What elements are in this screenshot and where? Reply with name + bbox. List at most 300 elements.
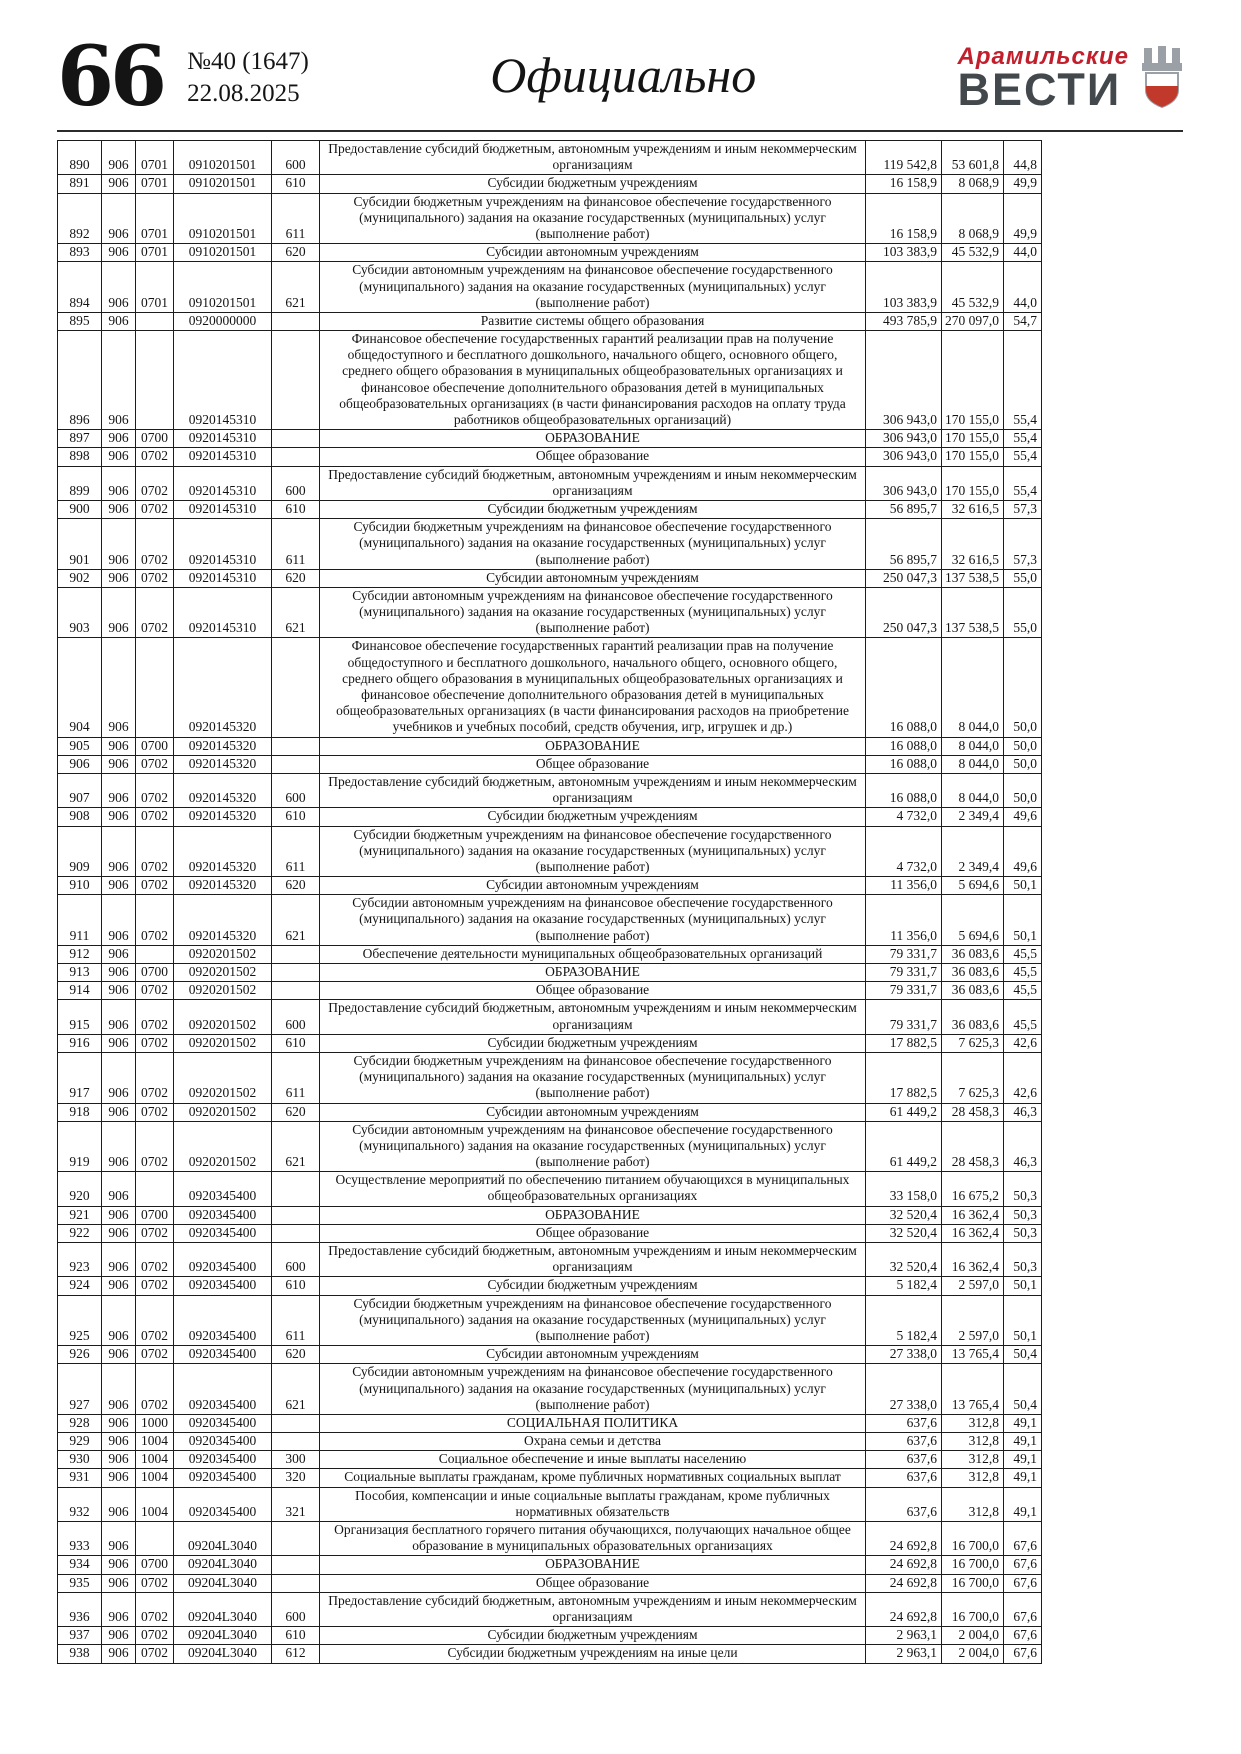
cell-name: Предоставление субсидий бюджетным, автономным учреждениям и иным некоммерческим организациям bbox=[320, 1592, 866, 1626]
cell-row-number: 908 bbox=[58, 808, 102, 826]
cell-executed-amount: 8 044,0 bbox=[942, 755, 1004, 773]
cell-percent: 45,5 bbox=[1004, 964, 1042, 982]
budget-row bbox=[58, 1469, 1042, 1487]
cell-percent: 67,6 bbox=[1004, 1592, 1042, 1626]
cell-executed-amount: 312,8 bbox=[942, 1487, 1004, 1521]
cell-grbs-code: 906 bbox=[102, 877, 136, 895]
cell-target-article-code: 09204L3040 bbox=[174, 1522, 272, 1556]
cell-executed-amount: 7 625,3 bbox=[942, 1034, 1004, 1052]
masthead-title-top: Арамильские bbox=[957, 42, 1129, 70]
cell-approved-amount: 33 158,0 bbox=[866, 1172, 942, 1206]
cell-section-code: 0702 bbox=[136, 448, 174, 466]
cell-grbs-code: 906 bbox=[102, 141, 136, 175]
cell-section-code: 0702 bbox=[136, 587, 174, 638]
cell-target-article-code: 0920345400 bbox=[174, 1206, 272, 1224]
budget-row bbox=[58, 1346, 1042, 1364]
cell-section-code: 0702 bbox=[136, 1295, 174, 1346]
cell-name: СОЦИАЛЬНАЯ ПОЛИТИКА bbox=[320, 1414, 866, 1432]
cell-percent: 50,1 bbox=[1004, 1277, 1042, 1295]
cell-target-article-code: 0920345400 bbox=[174, 1243, 272, 1277]
cell-executed-amount: 170 155,0 bbox=[942, 466, 1004, 500]
cell-grbs-code: 906 bbox=[102, 1052, 136, 1103]
cell-target-article-code: 09204L3040 bbox=[174, 1627, 272, 1645]
cell-name: Субсидии бюджетным учреждениям bbox=[320, 1034, 866, 1052]
cell-name: Обеспечение деятельности муниципальных общеобразовательных организаций bbox=[320, 945, 866, 963]
cell-percent: 45,5 bbox=[1004, 982, 1042, 1000]
cell-target-article-code: 0920201502 bbox=[174, 982, 272, 1000]
cell-expense-type-code: 600 bbox=[272, 773, 320, 807]
cell-name: ОБРАЗОВАНИЕ bbox=[320, 1206, 866, 1224]
cell-approved-amount: 306 943,0 bbox=[866, 466, 942, 500]
budget-row bbox=[58, 1592, 1042, 1626]
cell-section-code: 0702 bbox=[136, 1346, 174, 1364]
cell-percent: 50,4 bbox=[1004, 1364, 1042, 1415]
budget-table bbox=[57, 140, 1042, 1664]
cell-approved-amount: 24 692,8 bbox=[866, 1556, 942, 1574]
cell-grbs-code: 906 bbox=[102, 1206, 136, 1224]
cell-section-code: 0702 bbox=[136, 877, 174, 895]
budget-row bbox=[58, 1451, 1042, 1469]
page-header bbox=[0, 30, 1241, 126]
cell-expense-type-code: 621 bbox=[272, 262, 320, 313]
cell-target-article-code: 0920145310 bbox=[174, 569, 272, 587]
cell-percent: 57,3 bbox=[1004, 519, 1042, 570]
cell-expense-type-code bbox=[272, 1206, 320, 1224]
cell-executed-amount: 45 532,9 bbox=[942, 244, 1004, 262]
cell-expense-type-code: 620 bbox=[272, 877, 320, 895]
cell-executed-amount: 36 083,6 bbox=[942, 964, 1004, 982]
budget-row bbox=[58, 175, 1042, 193]
cell-section-code: 1004 bbox=[136, 1451, 174, 1469]
budget-row bbox=[58, 500, 1042, 518]
cell-grbs-code: 906 bbox=[102, 1556, 136, 1574]
cell-executed-amount: 2 597,0 bbox=[942, 1277, 1004, 1295]
cell-expense-type-code: 620 bbox=[272, 1103, 320, 1121]
budget-row bbox=[58, 244, 1042, 262]
cell-percent: 50,0 bbox=[1004, 638, 1042, 737]
cell-percent: 50,4 bbox=[1004, 1346, 1042, 1364]
cell-executed-amount: 53 601,8 bbox=[942, 141, 1004, 175]
cell-percent: 49,9 bbox=[1004, 175, 1042, 193]
cell-grbs-code: 906 bbox=[102, 1574, 136, 1592]
cell-grbs-code: 906 bbox=[102, 466, 136, 500]
cell-grbs-code: 906 bbox=[102, 569, 136, 587]
cell-executed-amount: 16 700,0 bbox=[942, 1574, 1004, 1592]
budget-row bbox=[58, 808, 1042, 826]
cell-expense-type-code: 610 bbox=[272, 1627, 320, 1645]
cell-executed-amount: 16 362,4 bbox=[942, 1206, 1004, 1224]
cell-executed-amount: 170 155,0 bbox=[942, 331, 1004, 430]
budget-row bbox=[58, 331, 1042, 430]
cell-section-code: 0702 bbox=[136, 1034, 174, 1052]
cell-approved-amount: 637,6 bbox=[866, 1433, 942, 1451]
cell-executed-amount: 16 700,0 bbox=[942, 1556, 1004, 1574]
cell-approved-amount: 16 158,9 bbox=[866, 193, 942, 244]
cell-approved-amount: 119 542,8 bbox=[866, 141, 942, 175]
budget-row bbox=[58, 1000, 1042, 1034]
cell-expense-type-code bbox=[272, 331, 320, 430]
cell-expense-type-code bbox=[272, 945, 320, 963]
cell-name: Общее образование bbox=[320, 755, 866, 773]
cell-row-number: 922 bbox=[58, 1224, 102, 1242]
cell-section-code: 1004 bbox=[136, 1433, 174, 1451]
cell-approved-amount: 16 088,0 bbox=[866, 755, 942, 773]
cell-executed-amount: 13 765,4 bbox=[942, 1364, 1004, 1415]
cell-name: Осуществление мероприятий по обеспечению питанием обучающихся в муниципальных общеобразовательных организациях bbox=[320, 1172, 866, 1206]
cell-section-code: 0702 bbox=[136, 1592, 174, 1626]
cell-section-code bbox=[136, 1172, 174, 1206]
cell-percent: 49,1 bbox=[1004, 1469, 1042, 1487]
emblem-icon bbox=[1139, 46, 1185, 110]
cell-executed-amount: 36 083,6 bbox=[942, 982, 1004, 1000]
cell-row-number: 919 bbox=[58, 1121, 102, 1172]
cell-grbs-code: 906 bbox=[102, 755, 136, 773]
cell-percent: 50,1 bbox=[1004, 1295, 1042, 1346]
cell-target-article-code: 0920145320 bbox=[174, 737, 272, 755]
cell-percent: 45,5 bbox=[1004, 945, 1042, 963]
budget-row bbox=[58, 737, 1042, 755]
cell-name: Предоставление субсидий бюджетным, автономным учреждениям и иным некоммерческим организациям bbox=[320, 773, 866, 807]
cell-row-number: 916 bbox=[58, 1034, 102, 1052]
budget-row bbox=[58, 895, 1042, 946]
cell-grbs-code: 906 bbox=[102, 808, 136, 826]
cell-target-article-code: 0920345400 bbox=[174, 1277, 272, 1295]
cell-target-article-code: 0920201502 bbox=[174, 964, 272, 982]
cell-percent: 55,4 bbox=[1004, 430, 1042, 448]
cell-grbs-code: 906 bbox=[102, 1364, 136, 1415]
budget-row bbox=[58, 877, 1042, 895]
cell-grbs-code: 906 bbox=[102, 1469, 136, 1487]
cell-target-article-code: 0920201502 bbox=[174, 945, 272, 963]
cell-approved-amount: 637,6 bbox=[866, 1451, 942, 1469]
cell-name: Субсидии автономным учреждениям на финансовое обеспечение государственного (муниципального) задания на оказание государственных (муниципальных) услуг (выполнение работ) bbox=[320, 587, 866, 638]
cell-percent: 55,4 bbox=[1004, 331, 1042, 430]
cell-percent: 50,3 bbox=[1004, 1243, 1042, 1277]
masthead-text bbox=[957, 42, 1129, 115]
cell-approved-amount: 4 732,0 bbox=[866, 826, 942, 877]
cell-percent: 45,5 bbox=[1004, 1000, 1042, 1034]
cell-expense-type-code bbox=[272, 1574, 320, 1592]
cell-section-code: 0702 bbox=[136, 755, 174, 773]
cell-name: Субсидии автономным учреждениям bbox=[320, 1346, 866, 1364]
cell-approved-amount: 306 943,0 bbox=[866, 448, 942, 466]
cell-name: ОБРАЗОВАНИЕ bbox=[320, 737, 866, 755]
cell-grbs-code: 906 bbox=[102, 737, 136, 755]
cell-expense-type-code: 620 bbox=[272, 569, 320, 587]
budget-row bbox=[58, 1103, 1042, 1121]
cell-executed-amount: 32 616,5 bbox=[942, 519, 1004, 570]
cell-executed-amount: 2 349,4 bbox=[942, 826, 1004, 877]
cell-section-code: 0702 bbox=[136, 1103, 174, 1121]
cell-name: Субсидии бюджетным учреждениям bbox=[320, 500, 866, 518]
masthead bbox=[957, 42, 1185, 115]
cell-name: Субсидии бюджетным учреждениям bbox=[320, 175, 866, 193]
cell-target-article-code: 0920145320 bbox=[174, 773, 272, 807]
cell-approved-amount: 2 963,1 bbox=[866, 1627, 942, 1645]
cell-name: Субсидии бюджетным учреждениям на финансовое обеспечение государственного (муниципального) задания на оказание государственных (муниципальных) услуг (выполнение работ) bbox=[320, 193, 866, 244]
cell-executed-amount: 2 597,0 bbox=[942, 1295, 1004, 1346]
header-divider bbox=[57, 130, 1183, 132]
cell-grbs-code: 906 bbox=[102, 331, 136, 430]
cell-approved-amount: 79 331,7 bbox=[866, 982, 942, 1000]
cell-approved-amount: 61 449,2 bbox=[866, 1103, 942, 1121]
cell-row-number: 915 bbox=[58, 1000, 102, 1034]
cell-row-number: 897 bbox=[58, 430, 102, 448]
cell-approved-amount: 637,6 bbox=[866, 1487, 942, 1521]
cell-expense-type-code: 611 bbox=[272, 826, 320, 877]
cell-target-article-code: 0920201502 bbox=[174, 1103, 272, 1121]
budget-row bbox=[58, 448, 1042, 466]
cell-section-code: 0702 bbox=[136, 1645, 174, 1663]
cell-name: Предоставление субсидий бюджетным, автономным учреждениям и иным некоммерческим организациям bbox=[320, 141, 866, 175]
cell-target-article-code: 0920145320 bbox=[174, 808, 272, 826]
cell-row-number: 917 bbox=[58, 1052, 102, 1103]
cell-row-number: 927 bbox=[58, 1364, 102, 1415]
budget-row bbox=[58, 193, 1042, 244]
cell-name: ОБРАЗОВАНИЕ bbox=[320, 964, 866, 982]
cell-percent: 55,0 bbox=[1004, 569, 1042, 587]
cell-grbs-code: 906 bbox=[102, 262, 136, 313]
cell-grbs-code: 906 bbox=[102, 1172, 136, 1206]
budget-row bbox=[58, 1522, 1042, 1556]
cell-approved-amount: 16 158,9 bbox=[866, 175, 942, 193]
cell-expense-type-code bbox=[272, 1224, 320, 1242]
cell-percent: 67,6 bbox=[1004, 1556, 1042, 1574]
cell-executed-amount: 5 694,6 bbox=[942, 877, 1004, 895]
cell-row-number: 934 bbox=[58, 1556, 102, 1574]
cell-executed-amount: 8 044,0 bbox=[942, 737, 1004, 755]
cell-target-article-code: 0920345400 bbox=[174, 1346, 272, 1364]
cell-grbs-code: 906 bbox=[102, 1645, 136, 1663]
cell-percent: 55,4 bbox=[1004, 466, 1042, 500]
budget-row bbox=[58, 826, 1042, 877]
cell-percent: 44,0 bbox=[1004, 244, 1042, 262]
cell-section-code bbox=[136, 638, 174, 737]
cell-name: Субсидии бюджетным учреждениям bbox=[320, 1627, 866, 1645]
cell-approved-amount: 306 943,0 bbox=[866, 430, 942, 448]
cell-section-code bbox=[136, 331, 174, 430]
cell-grbs-code: 906 bbox=[102, 964, 136, 982]
cell-row-number: 913 bbox=[58, 964, 102, 982]
cell-approved-amount: 24 692,8 bbox=[866, 1574, 942, 1592]
cell-expense-type-code: 600 bbox=[272, 1000, 320, 1034]
cell-executed-amount: 2 004,0 bbox=[942, 1627, 1004, 1645]
cell-row-number: 898 bbox=[58, 448, 102, 466]
budget-row bbox=[58, 1295, 1042, 1346]
cell-approved-amount: 16 088,0 bbox=[866, 773, 942, 807]
cell-approved-amount: 11 356,0 bbox=[866, 895, 942, 946]
cell-percent: 46,3 bbox=[1004, 1121, 1042, 1172]
cell-expense-type-code bbox=[272, 964, 320, 982]
budget-row bbox=[58, 1277, 1042, 1295]
cell-name: Субсидии автономным учреждениям на финансовое обеспечение государственного (муниципального) задания на оказание государственных (муниципальных) услуг (выполнение работ) bbox=[320, 262, 866, 313]
budget-row bbox=[58, 755, 1042, 773]
cell-target-article-code: 09204L3040 bbox=[174, 1592, 272, 1626]
cell-name: Субсидии автономным учреждениям bbox=[320, 244, 866, 262]
cell-target-article-code: 0920201502 bbox=[174, 1000, 272, 1034]
cell-section-code: 1004 bbox=[136, 1469, 174, 1487]
cell-row-number: 933 bbox=[58, 1522, 102, 1556]
cell-approved-amount: 27 338,0 bbox=[866, 1346, 942, 1364]
budget-row bbox=[58, 1645, 1042, 1663]
cell-target-article-code: 0920145320 bbox=[174, 877, 272, 895]
cell-percent: 54,7 bbox=[1004, 312, 1042, 330]
cell-percent: 55,0 bbox=[1004, 587, 1042, 638]
cell-grbs-code: 906 bbox=[102, 1346, 136, 1364]
cell-row-number: 928 bbox=[58, 1414, 102, 1432]
cell-expense-type-code bbox=[272, 737, 320, 755]
cell-percent: 44,8 bbox=[1004, 141, 1042, 175]
cell-expense-type-code: 600 bbox=[272, 1243, 320, 1277]
cell-name: Общее образование bbox=[320, 982, 866, 1000]
cell-executed-amount: 8 068,9 bbox=[942, 193, 1004, 244]
cell-grbs-code: 906 bbox=[102, 1414, 136, 1432]
cell-expense-type-code: 611 bbox=[272, 1052, 320, 1103]
cell-executed-amount: 8 044,0 bbox=[942, 638, 1004, 737]
cell-section-code: 0702 bbox=[136, 1000, 174, 1034]
cell-name: Предоставление субсидий бюджетным, автономным учреждениям и иным некоммерческим организациям bbox=[320, 1243, 866, 1277]
cell-percent: 67,6 bbox=[1004, 1522, 1042, 1556]
cell-section-code: 0700 bbox=[136, 964, 174, 982]
cell-name: Субсидии автономным учреждениям на финансовое обеспечение государственного (муниципального) задания на оказание государственных (муниципальных) услуг (выполнение работ) bbox=[320, 895, 866, 946]
budget-row bbox=[58, 1172, 1042, 1206]
cell-approved-amount: 56 895,7 bbox=[866, 500, 942, 518]
budget-row bbox=[58, 262, 1042, 313]
issue-number: №40 (1647) bbox=[187, 48, 309, 75]
budget-row bbox=[58, 1052, 1042, 1103]
cell-row-number: 904 bbox=[58, 638, 102, 737]
cell-section-code: 0700 bbox=[136, 737, 174, 755]
cell-grbs-code: 906 bbox=[102, 1277, 136, 1295]
cell-executed-amount: 312,8 bbox=[942, 1414, 1004, 1432]
budget-row bbox=[58, 1433, 1042, 1451]
page-number: 66 bbox=[57, 29, 164, 126]
cell-expense-type-code: 620 bbox=[272, 1346, 320, 1364]
cell-row-number: 914 bbox=[58, 982, 102, 1000]
cell-row-number: 921 bbox=[58, 1206, 102, 1224]
cell-row-number: 890 bbox=[58, 141, 102, 175]
cell-expense-type-code: 600 bbox=[272, 466, 320, 500]
cell-name: Субсидии бюджетным учреждениям bbox=[320, 808, 866, 826]
cell-name: Общее образование bbox=[320, 1224, 866, 1242]
cell-grbs-code: 906 bbox=[102, 448, 136, 466]
cell-executed-amount: 28 458,3 bbox=[942, 1103, 1004, 1121]
cell-approved-amount: 250 047,3 bbox=[866, 569, 942, 587]
cell-executed-amount: 312,8 bbox=[942, 1433, 1004, 1451]
cell-approved-amount: 32 520,4 bbox=[866, 1206, 942, 1224]
cell-grbs-code: 906 bbox=[102, 1000, 136, 1034]
cell-row-number: 901 bbox=[58, 519, 102, 570]
budget-row bbox=[58, 1414, 1042, 1432]
budget-row bbox=[58, 430, 1042, 448]
cell-target-article-code: 0920345400 bbox=[174, 1224, 272, 1242]
cell-target-article-code: 09204L3040 bbox=[174, 1645, 272, 1663]
cell-grbs-code: 906 bbox=[102, 175, 136, 193]
cell-name: Пособия, компенсации и иные социальные выплаты гражданам, кроме публичных нормативных обязательств bbox=[320, 1487, 866, 1521]
cell-approved-amount: 11 356,0 bbox=[866, 877, 942, 895]
cell-grbs-code: 906 bbox=[102, 1243, 136, 1277]
cell-executed-amount: 170 155,0 bbox=[942, 430, 1004, 448]
cell-executed-amount: 5 694,6 bbox=[942, 895, 1004, 946]
cell-approved-amount: 24 692,8 bbox=[866, 1592, 942, 1626]
cell-target-article-code: 0910201501 bbox=[174, 175, 272, 193]
cell-approved-amount: 5 182,4 bbox=[866, 1277, 942, 1295]
cell-section-code: 1000 bbox=[136, 1414, 174, 1432]
cell-executed-amount: 8 044,0 bbox=[942, 773, 1004, 807]
cell-target-article-code: 0920145310 bbox=[174, 466, 272, 500]
cell-executed-amount: 312,8 bbox=[942, 1451, 1004, 1469]
cell-name: Социальное обеспечение и иные выплаты населению bbox=[320, 1451, 866, 1469]
cell-executed-amount: 16 675,2 bbox=[942, 1172, 1004, 1206]
cell-expense-type-code: 610 bbox=[272, 500, 320, 518]
cell-expense-type-code: 300 bbox=[272, 1451, 320, 1469]
cell-approved-amount: 4 732,0 bbox=[866, 808, 942, 826]
cell-approved-amount: 27 338,0 bbox=[866, 1364, 942, 1415]
cell-grbs-code: 906 bbox=[102, 1487, 136, 1521]
cell-name: Субсидии автономным учреждениям bbox=[320, 1103, 866, 1121]
cell-row-number: 891 bbox=[58, 175, 102, 193]
cell-executed-amount: 137 538,5 bbox=[942, 587, 1004, 638]
cell-row-number: 911 bbox=[58, 895, 102, 946]
cell-percent: 50,1 bbox=[1004, 877, 1042, 895]
budget-row bbox=[58, 1487, 1042, 1521]
cell-grbs-code: 906 bbox=[102, 193, 136, 244]
cell-row-number: 894 bbox=[58, 262, 102, 313]
cell-approved-amount: 61 449,2 bbox=[866, 1121, 942, 1172]
cell-section-code bbox=[136, 1522, 174, 1556]
cell-expense-type-code: 321 bbox=[272, 1487, 320, 1521]
cell-row-number: 906 bbox=[58, 755, 102, 773]
cell-expense-type-code bbox=[272, 312, 320, 330]
cell-target-article-code: 0920345400 bbox=[174, 1469, 272, 1487]
cell-executed-amount: 36 083,6 bbox=[942, 1000, 1004, 1034]
cell-section-code: 0701 bbox=[136, 141, 174, 175]
section-title: Официально bbox=[490, 47, 757, 103]
cell-percent: 50,0 bbox=[1004, 773, 1042, 807]
cell-name: Субсидии бюджетным учреждениям на финансовое обеспечение государственного (муниципального) задания на оказание государственных (муниципальных) услуг (выполнение работ) bbox=[320, 1295, 866, 1346]
cell-expense-type-code: 621 bbox=[272, 895, 320, 946]
cell-approved-amount: 79 331,7 bbox=[866, 964, 942, 982]
cell-section-code: 0701 bbox=[136, 244, 174, 262]
cell-grbs-code: 906 bbox=[102, 1627, 136, 1645]
cell-grbs-code: 906 bbox=[102, 1224, 136, 1242]
cell-executed-amount: 7 625,3 bbox=[942, 1052, 1004, 1103]
budget-row bbox=[58, 1243, 1042, 1277]
cell-section-code: 0702 bbox=[136, 500, 174, 518]
cell-name: Развитие системы общего образования bbox=[320, 312, 866, 330]
cell-section-code: 1004 bbox=[136, 1487, 174, 1521]
cell-expense-type-code: 600 bbox=[272, 141, 320, 175]
cell-expense-type-code bbox=[272, 448, 320, 466]
cell-grbs-code: 906 bbox=[102, 1121, 136, 1172]
issue-date: 22.08.2025 bbox=[187, 80, 300, 107]
cell-approved-amount: 32 520,4 bbox=[866, 1243, 942, 1277]
cell-row-number: 936 bbox=[58, 1592, 102, 1626]
cell-target-article-code: 0910201501 bbox=[174, 141, 272, 175]
cell-approved-amount: 250 047,3 bbox=[866, 587, 942, 638]
cell-approved-amount: 16 088,0 bbox=[866, 737, 942, 755]
cell-approved-amount: 493 785,9 bbox=[866, 312, 942, 330]
cell-row-number: 893 bbox=[58, 244, 102, 262]
cell-percent: 49,6 bbox=[1004, 826, 1042, 877]
cell-section-code: 0701 bbox=[136, 175, 174, 193]
cell-name: Финансовое обеспечение государственных гарантий реализации прав на получение общедоступного и бесплатного дошкольного, начального общего, основного общего, среднего общего образования в муниципальных общеобразовательных организациях и финансовое обеспечение дополнительного образования детей в муниципальных общеобразовательных организациях (в части финансирования расходов на приобретение учебников и учебных пособий, средств обучения, игр, игрушек и др.) bbox=[320, 638, 866, 737]
cell-expense-type-code: 621 bbox=[272, 1364, 320, 1415]
cell-section-code: 0700 bbox=[136, 1206, 174, 1224]
cell-approved-amount: 16 088,0 bbox=[866, 638, 942, 737]
cell-grbs-code: 906 bbox=[102, 519, 136, 570]
cell-executed-amount: 28 458,3 bbox=[942, 1121, 1004, 1172]
